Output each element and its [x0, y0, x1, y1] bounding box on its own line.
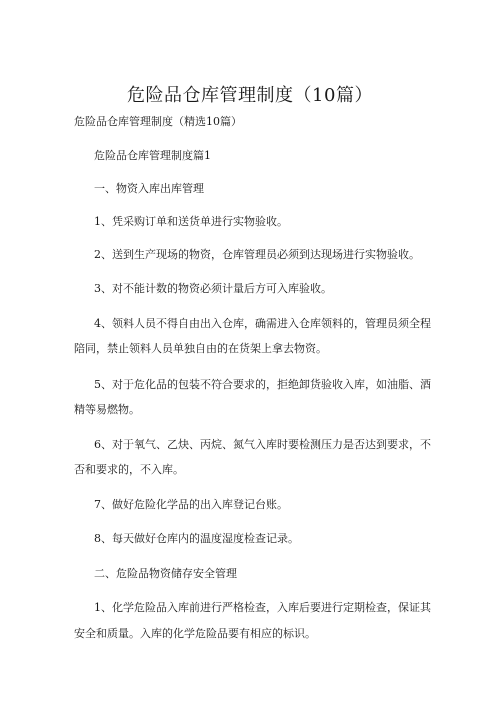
paragraph-item-3: 3、对不能计数的物资必须计量后方可入库验收。: [94, 282, 332, 295]
paragraph-item-7: 7、做好危险化学品的出入库登记台账。: [94, 498, 288, 511]
paragraph-item-5-line1: 5、对于危化品的包装不符合要求的，拒绝卸货验收入库，如油脂、酒: [94, 378, 431, 391]
paragraph-item-4-line2: 陪同，禁止领料人员单独自由的在货架上拿去物资。: [74, 342, 327, 355]
document-title: 危险品仓库管理制度（10篇）: [127, 85, 373, 106]
paragraph-item-5-line2: 精等易燃物。: [74, 403, 140, 416]
paragraph-item-6-line2: 否和要求的，不入库。: [74, 463, 184, 476]
section-heading-storage-safety: 二、危险品物资储存安全管理: [94, 567, 237, 580]
paragraph-item-1: 1、凭采购订单和送货单进行实物验收。: [94, 215, 288, 228]
paragraph-item-6-line1: 6、对于氧气、乙炔、丙烷、氮气入库时要检测压力是否达到要求，不: [94, 438, 431, 451]
paragraph-item-2: 2、送到生产现场的物资，仓库管理员必须到达现场进行实物验收。: [94, 248, 420, 261]
paragraph-storage-item-1-line2: 安全和质量。入库的化学危险品要有相应的标识。: [74, 627, 316, 640]
section-heading-part1: 危险品仓库管理制度篇1: [94, 149, 211, 162]
paragraph-item-4-line1: 4、领料人员不得自由出入仓库，确需进入仓库领料的，管理员须全程: [94, 317, 431, 330]
paragraph-storage-item-1-line1: 1、化学危险品入库前进行严格检查，入库后要进行定期检查，保证其: [94, 601, 431, 614]
document-subtitle: 危险品仓库管理制度（精选10篇）: [74, 115, 242, 128]
section-heading-inbound-outbound: 一、物资入库出库管理: [94, 182, 204, 195]
paragraph-item-8: 8、每天做好仓库内的温度湿度检查记录。: [94, 532, 299, 545]
